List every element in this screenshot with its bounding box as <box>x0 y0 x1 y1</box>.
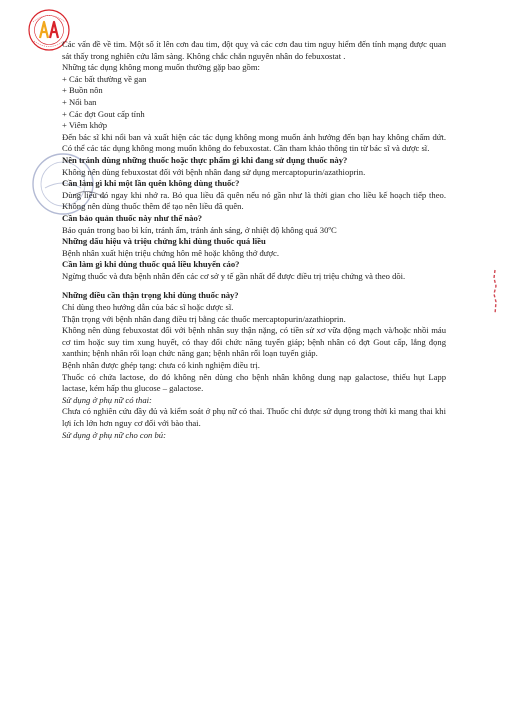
paragraph-common-side-effects: Những tác dụng không mong muốn thường gặp bao gồm: <box>62 62 260 73</box>
spacer <box>62 282 446 290</box>
section-heading: Cần làm gì khi một lần quên không dùng thuốc? <box>62 178 240 189</box>
paragraph: Bảo quản trong bao bì kín, tránh ẩm, tránh ánh sáng, ở nhiệt độ không quá 30ºC <box>62 224 337 235</box>
paragraph: Không nên dùng febuxostat đối với bệnh nhân suy thận nặng, có tiền sử xơ vữa động mạch và/hoặc nhồi máu cơ tim hoặc suy tim xung huyết, có thay đổi chức năng tuyến giáp; bệnh nhân có đợt Gout cấp, lắng đọng xanthin; bệnh nhân rối loạn chức năng gan; bệnh nhân rối loạn tuyến giáp. <box>62 325 446 359</box>
section-heading: Cần làm gì khi dùng thuốc quá liều khuyến cáo? <box>62 259 240 270</box>
red-margin-mark <box>489 268 501 316</box>
list-item: + Các bất thường về gan <box>62 73 147 84</box>
list-item: + Nổi ban <box>62 96 97 107</box>
subsection-heading: Sử dụng ở phụ nữ cho con bú: <box>62 429 166 440</box>
paragraph: Không nên dùng febuxostat đối với bệnh nhân đang sử dụng mercaptopurin/azathioprin. <box>62 166 366 177</box>
paragraph-heart-issues: Các vấn đề về tim. Một số ít lên cơn đau tim, đột quỵ và các cơn đau tim nguy hiểm đến tính mạng được quan sát thấy trong nghiên cứu lâm sàng. Không chắc chắn nguyên nhân do febuxostat . <box>62 39 446 61</box>
list-item: + Các đợt Gout cấp tính <box>62 108 145 119</box>
paragraph: Thuốc có chứa lactose, do đó không nên dùng cho bệnh nhân không dung nạp galactose, thiếu hụt Lapp lactase, kém hấp thu glucose – galactose. <box>62 371 446 394</box>
paragraph: Bệnh nhân xuất hiện triệu chứng hôn mê hoặc không thở được. <box>62 247 279 258</box>
leaflet-body <box>62 39 446 441</box>
paragraph: Ngừng thuốc và đưa bệnh nhân đến các cơ sở y tế gần nhất để được điều trị triệu chứng và theo dõi. <box>62 270 406 281</box>
paragraph-see-doctor: Đến bác sĩ khi nổi ban và xuất hiện các tác dụng không mong muốn ảnh hưởng đến bạn hay không chấm dứt. Có thể các tác dụng không mong muốn không do febuxostat. Cần tham khảo thông tin từ bác sĩ và dược sĩ. <box>62 131 446 154</box>
list-item: + Viêm khớp <box>62 120 107 131</box>
list-item: + Buồn nôn <box>62 85 103 96</box>
section-heading: Cần bảo quản thuốc này như thế nào? <box>62 212 203 223</box>
section-heading: Những điều cần thận trọng khi dùng thuốc này? <box>62 290 239 301</box>
section-heading: Nên tránh dùng những thuốc hoặc thực phẩm gì khi đang sử dụng thuốc này? <box>62 154 348 165</box>
subsection-heading: Sử dụng ở phụ nữ có thai: <box>62 394 152 405</box>
paragraph: Chỉ dùng theo hướng dẫn của bác sĩ hoặc dược sĩ. <box>62 302 234 313</box>
paragraph: Chưa có nghiên cứu đầy đủ và kiểm soát ở phụ nữ có thai. Thuốc chỉ được sử dụng trong thời kì mang thai khi lợi ích lớn hơn nguy cơ đối với bào thai. <box>62 406 446 428</box>
paragraph: Dùng liều đó ngay khi nhớ ra. Bỏ qua liều đã quên nếu nó gần như là thời gian cho liều kế hoạch tiếp theo. Không nên dùng thuốc thêm để tạo nên liều đã quên. <box>62 189 446 212</box>
section-heading: Những dấu hiệu và triệu chứng khi dùng thuốc quá liều <box>62 236 266 247</box>
paragraph: Bệnh nhân được ghép tạng: chưa có kinh nghiệm điều trị. <box>62 360 260 371</box>
paragraph: Thận trọng với bệnh nhân đang điều trị bằng các thuốc mercaptopurin/azathioprin. <box>62 313 346 324</box>
margin-mark-graphic <box>489 268 501 316</box>
